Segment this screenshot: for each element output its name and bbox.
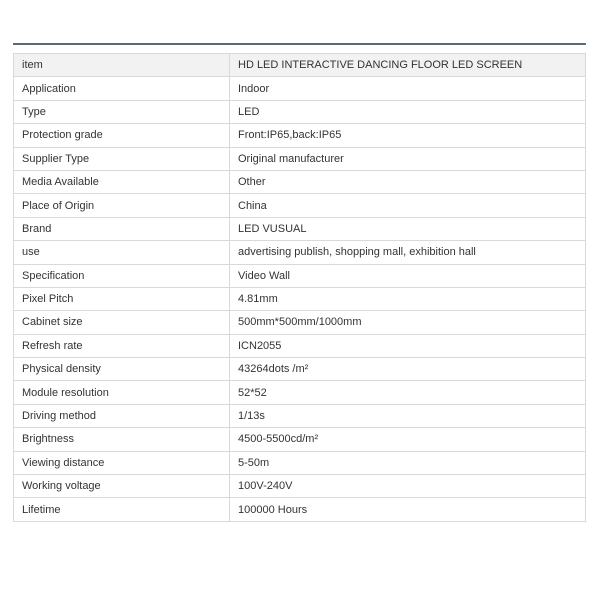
spec-value-cell: 4500-5500cd/m² — [230, 428, 586, 451]
spec-value-cell: Video Wall — [230, 264, 586, 287]
spec-key-cell: Driving method — [14, 404, 230, 427]
spec-table — [13, 53, 586, 522]
spec-value-cell: 1/13s — [230, 404, 586, 427]
spec-value-cell: LED VUSUAL — [230, 217, 586, 240]
table-row — [14, 100, 586, 123]
table-row — [14, 311, 586, 334]
top-divider — [13, 43, 586, 45]
table-row — [14, 358, 586, 381]
table-row — [14, 77, 586, 100]
table-row — [14, 475, 586, 498]
table-row — [14, 264, 586, 287]
table-row — [14, 381, 586, 404]
table-row — [14, 428, 586, 451]
table-row — [14, 334, 586, 357]
spec-table-body — [14, 54, 586, 522]
table-row — [14, 241, 586, 264]
table-row — [14, 124, 586, 147]
spec-value-cell: 5-50m — [230, 451, 586, 474]
spec-value-cell: 43264dots /m² — [230, 358, 586, 381]
table-row — [14, 194, 586, 217]
table-row — [14, 147, 586, 170]
table-row — [14, 404, 586, 427]
spec-value-cell: Other — [230, 170, 586, 193]
table-row — [14, 287, 586, 310]
spec-key-cell: Cabinet size — [14, 311, 230, 334]
spec-key-cell: Module resolution — [14, 381, 230, 404]
spec-key-cell: use — [14, 241, 230, 264]
spec-key-cell: Brightness — [14, 428, 230, 451]
header-key-cell: item — [14, 54, 230, 77]
spec-key-cell: Protection grade — [14, 124, 230, 147]
spec-key-cell: Working voltage — [14, 475, 230, 498]
spec-value-cell: 100000 Hours — [230, 498, 586, 521]
spec-key-cell: Type — [14, 100, 230, 123]
table-row — [14, 217, 586, 240]
spec-value-cell: 52*52 — [230, 381, 586, 404]
table-row — [14, 451, 586, 474]
spec-key-cell: Viewing distance — [14, 451, 230, 474]
spec-key-cell: Supplier Type — [14, 147, 230, 170]
spec-key-cell: Application — [14, 77, 230, 100]
table-row — [14, 498, 586, 521]
spec-value-cell: Front:IP65,back:IP65 — [230, 124, 586, 147]
spec-key-cell: Lifetime — [14, 498, 230, 521]
spec-value-cell: 4.81mm — [230, 287, 586, 310]
spec-key-cell: Refresh rate — [14, 334, 230, 357]
spec-key-cell: Physical density — [14, 358, 230, 381]
header-value-cell: HD LED INTERACTIVE DANCING FLOOR LED SCREEN — [230, 54, 586, 77]
spec-value-cell: Indoor — [230, 77, 586, 100]
spec-key-cell: Brand — [14, 217, 230, 240]
spec-value-cell: ICN2055 — [230, 334, 586, 357]
spec-value-cell: Original manufacturer — [230, 147, 586, 170]
spec-key-cell: Pixel Pitch — [14, 287, 230, 310]
spec-key-cell: Media Available — [14, 170, 230, 193]
spec-value-cell: LED — [230, 100, 586, 123]
spec-key-cell: Place of Origin — [14, 194, 230, 217]
table-row — [14, 170, 586, 193]
spec-value-cell: advertising publish, shopping mall, exhibition hall — [230, 241, 586, 264]
spec-value-cell: 500mm*500mm/1000mm — [230, 311, 586, 334]
table-header-row — [14, 54, 586, 77]
spec-value-cell: 100V-240V — [230, 475, 586, 498]
spec-key-cell: Specification — [14, 264, 230, 287]
spec-value-cell: China — [230, 194, 586, 217]
